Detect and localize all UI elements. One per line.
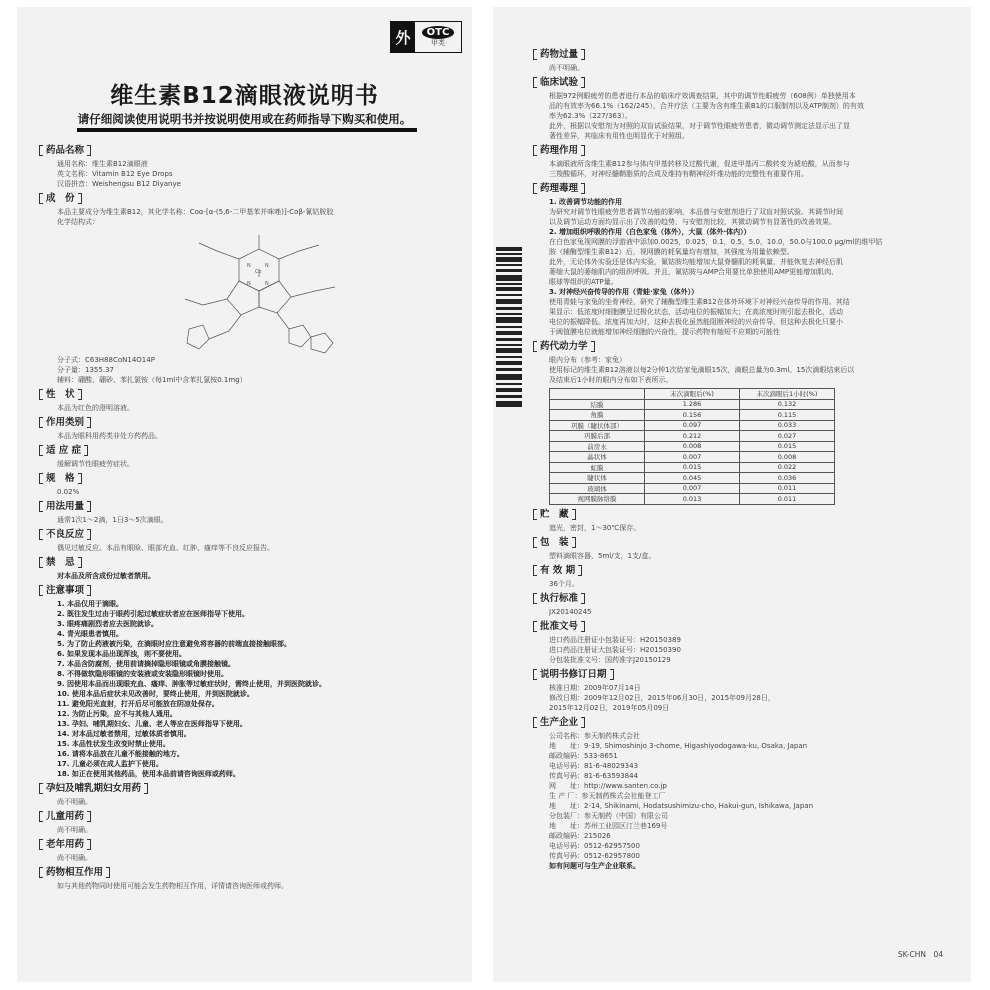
bracket-right-icon	[572, 537, 576, 548]
table-row	[550, 494, 835, 505]
table-cell: 0.156	[645, 410, 740, 421]
table-cell: 0.008	[645, 441, 740, 452]
table-cell: 0.015	[645, 462, 740, 473]
bracket-left-icon	[533, 537, 537, 548]
bracket-right-icon	[581, 621, 585, 632]
section-line: 9. 因使用本品而出现眼充血、瘙痒、肿胀等过敏症状时，需终止使用，并到医院就诊。	[57, 680, 326, 688]
table-cell: 0.045	[645, 473, 740, 484]
section-line: 电话号码：81-6-48029343	[549, 761, 639, 770]
section-adverse	[39, 528, 454, 553]
bracket-left-icon	[39, 473, 43, 484]
table-row	[550, 410, 835, 421]
table-header-cell: 末次滴眼后(%)	[645, 389, 740, 400]
bracket-right-icon	[87, 839, 91, 850]
table-cell: 0.013	[645, 494, 740, 505]
section-line: 修改日期：2009年12月02日，2015年06月30日，2015年09月28日，	[549, 693, 775, 702]
table-cell: 前房水	[550, 441, 645, 452]
section-heading-text: 作用类别	[46, 417, 85, 428]
table-cell: 0.007	[645, 452, 740, 463]
bracket-left-icon	[533, 145, 537, 156]
external-use-mark: 外	[391, 22, 415, 52]
section-line: 进口药品注册证大包装证号：H20150390	[549, 645, 681, 654]
table-cell: 0.011	[740, 494, 835, 505]
section-line: 在白色家兔视网膜的浮游液中添加0.0025，0.025，0.1，0.5，5.0，10.0，50.0与100.0 μg/ml的维甲钴	[549, 238, 883, 246]
table-cell: 视网膜脉络膜	[550, 494, 645, 505]
bracket-left-icon	[533, 593, 537, 604]
section-heading-manufacturer	[533, 716, 957, 729]
section-heading-indication	[39, 444, 454, 457]
section-heading-approval	[533, 620, 957, 633]
section-line: 尚不明确。	[57, 854, 92, 862]
section-approval	[533, 620, 957, 665]
section-heading-package	[533, 536, 957, 549]
section-heading-ingredients	[39, 192, 454, 205]
svg-text:N: N	[247, 263, 251, 269]
table-row	[550, 462, 835, 473]
section-line: 如有问题可与生产企业联系。	[549, 861, 640, 870]
bracket-right-icon	[87, 145, 91, 156]
section-line: 16. 请将本品放在儿童不能接触的地方。	[57, 750, 184, 758]
section-line: 著性差异，其临床有用性也明显优于对照组。	[549, 132, 689, 140]
section-line: 电位的振幅降低。浓度再加大时，这种去极化虽然能阻断神经的兴奋传导，但这种去极化只要小	[549, 318, 843, 326]
bracket-right-icon	[87, 811, 91, 822]
section-heading-toxicology	[533, 182, 957, 195]
section-heading-adverse	[39, 528, 454, 541]
table-header-cell: 末次滴眼后1小时(%)	[740, 389, 835, 400]
section-line: 6. 如果发现本品出现浑浊，则不要使用。	[57, 650, 186, 658]
section-line: 2. 既往发生过由于眼药引起过敏症状者应在医师指导下使用。	[57, 610, 249, 618]
bracket-right-icon	[78, 557, 82, 568]
formula-line: 分子式：C63H88CoN14O14P	[57, 356, 155, 364]
section-spec	[39, 472, 454, 497]
distribution-table	[549, 388, 835, 505]
section-line: 本滴眼液所含维生素B12参与体内甲基转移及过酸代谢，促进甲基丙二酸转变为琥珀酸，从而参与	[549, 160, 850, 168]
section-heading-text: 性 状	[46, 389, 75, 400]
bracket-right-icon	[78, 473, 82, 484]
section-pk	[533, 340, 957, 505]
bracket-right-icon	[84, 445, 88, 456]
bracket-right-icon	[87, 417, 91, 428]
section-line: 14. 对本品过敏者禁用，过敏体质者慎用。	[57, 730, 191, 738]
section-line: 4. 青光眼患者慎用。	[57, 630, 123, 638]
section-package	[533, 536, 957, 561]
table-header-row	[550, 389, 835, 400]
bracket-right-icon	[144, 783, 148, 794]
formula-line: 分子量：1355.37	[57, 366, 114, 374]
section-heading-character	[39, 388, 454, 401]
section-heading-text: 老年用药	[46, 839, 85, 850]
bracket-right-icon	[106, 867, 110, 878]
bracket-left-icon	[533, 669, 537, 680]
section-heading-drug_name	[39, 144, 454, 157]
section-line: 三羧酸循环，对神经髓鞘脂质的合成及维持有鞘神经纤维功能的完整性有重要作用。	[549, 170, 808, 178]
bracket-left-icon	[39, 445, 43, 456]
section-line: 地 址：9-19, Shimoshinjo 3-chome, Higashiyodogawa-ku, Osaka, Japan	[549, 741, 808, 750]
section-ingredients	[39, 192, 454, 385]
section-heading-clinical	[533, 76, 957, 89]
section-line: 此外，根据以安慰剂为对照的双盲试验结果，对于调节性眼疲劳患者，微动调节测定法显示出了显	[549, 122, 850, 130]
bracket-left-icon	[39, 585, 43, 596]
bracket-right-icon	[87, 585, 91, 596]
section-line: 此外，无论体外实验还是体内实验，氰钴胺均能增加大鼠脊髓肌的耗氧量，并能恢复去神经后肌	[549, 258, 843, 266]
section-line: 11. 避免阳光直射，打开后尽可能放在阴凉处保存。	[57, 700, 219, 708]
section-line: 分包装厂：参天制药（中国）有限公司	[549, 811, 668, 820]
section-heading-revision	[533, 668, 957, 681]
barcode-icon	[496, 247, 522, 407]
section-line: 地 址：苏州工业园区汀兰巷169号	[549, 821, 668, 830]
bracket-right-icon	[581, 145, 585, 156]
table-cell: 虹膜	[550, 462, 645, 473]
bracket-right-icon	[581, 593, 585, 604]
bracket-left-icon	[533, 509, 537, 520]
section-storage	[533, 508, 957, 533]
section-line: JX20140245	[549, 607, 592, 616]
section-line: 塑料滴眼容器，5ml/支，1支/盒。	[549, 551, 656, 560]
bracket-left-icon	[39, 783, 43, 794]
table-header-cell	[550, 389, 645, 400]
left-leaflet-page	[17, 7, 472, 982]
section-line: 17. 儿童必须在成人监护下使用。	[57, 760, 163, 768]
right-content	[533, 48, 957, 871]
bracket-left-icon	[533, 621, 537, 632]
section-heading-text: 药理毒理	[540, 183, 579, 194]
formula-line: 辅料：硼酸、硼砂、苯扎氯铵（每1ml中含苯扎氯铵0.1mg）	[57, 376, 247, 384]
section-line: 英文名称：Vitamin B12 Eye Drops	[57, 170, 173, 178]
section-heading-overdose	[533, 48, 957, 61]
section-pregnancy	[39, 782, 454, 807]
table-cell: 0.212	[645, 431, 740, 442]
section-line: 0.02%	[57, 488, 80, 496]
section-line: 核准日期：2009年07月14日	[549, 683, 641, 692]
table-row	[550, 420, 835, 431]
bracket-right-icon	[78, 193, 82, 204]
section-children	[39, 810, 454, 835]
section-heading-text: 禁 忌	[46, 557, 75, 568]
section-heading-spec	[39, 472, 454, 485]
bracket-left-icon	[39, 557, 43, 568]
bracket-right-icon	[610, 669, 614, 680]
section-line: 网 址：http://www.santen.co.jp	[549, 781, 667, 790]
section-line: 通常1次1～2滴，1日3～5次滴眼。	[57, 516, 168, 524]
section-heading-text: 临床试验	[540, 77, 579, 88]
section-line: 1. 改善调节功能的作用	[549, 198, 622, 206]
bracket-left-icon	[39, 529, 43, 540]
section-line: 3. 眼疼痛剧烈者应去医院就诊。	[57, 620, 158, 628]
section-line: 萎缩大鼠的萎缩肌内的组织呼吸。并且，氰钴胺与AMP合用要比单独使用AMP更能增加肌肉、	[549, 268, 839, 276]
section-clinical	[533, 76, 957, 141]
table-cell: 巩膜（睫状体部）	[550, 420, 645, 431]
section-heading-children	[39, 810, 454, 823]
table-cell: 0.036	[740, 473, 835, 484]
table-cell: 0.097	[645, 420, 740, 431]
section-heading-text: 孕妇及哺乳期妇女用药	[46, 783, 142, 794]
section-line: 于阈值膜电位就能增加神经细胞的兴奋性，提示药物有缩短不应期的可能性	[549, 328, 780, 336]
section-line: 邮政编码：533-8651	[549, 751, 618, 760]
section-heading-text: 执行标准	[540, 592, 579, 604]
section-line: 电话号码：0512-62957500	[549, 841, 640, 850]
table-cell: 角膜	[550, 410, 645, 421]
section-line: 36个月。	[549, 579, 579, 588]
section-line: 偶见过敏反应。本品有眼睑、眼部充血、红肿、瘙痒等不良反应报告。	[57, 544, 274, 552]
bracket-right-icon	[578, 565, 582, 576]
section-heading-text: 成 份	[46, 193, 75, 204]
section-line: 尚不明确。	[549, 64, 584, 72]
section-heading-text: 药理作用	[540, 145, 579, 156]
section-heading-interactions	[39, 866, 454, 879]
section-heading-text: 用法用量	[46, 501, 85, 512]
bracket-left-icon	[39, 839, 43, 850]
section-line: 7. 本品含防腐剂，使用前请摘掉隐形眼镜或角膜接触镜。	[57, 660, 235, 668]
section-line: 眼内分布（参考：家兔）	[549, 356, 626, 364]
table-row	[550, 399, 835, 410]
bracket-right-icon	[78, 389, 82, 400]
section-heading-text: 适 应 症	[46, 445, 82, 456]
title-divider	[77, 128, 417, 132]
section-line: 2. 增加组织呼吸的作用（白色家兔（体外），大鼠（体外·体内））	[549, 228, 751, 236]
section-line: 2015年12月02日，2019年05月09日	[549, 703, 670, 712]
table-row	[550, 483, 835, 494]
table-cell: 0.115	[740, 410, 835, 421]
section-line: 果显示：低浓度时细胞膜呈过极化状态，活动电位的振幅加大；在高浓度时则引起去极化，活动	[549, 308, 843, 316]
table-cell: 巩膜后部	[550, 431, 645, 442]
section-contra	[39, 556, 454, 581]
section-indication	[39, 444, 454, 469]
section-line: 10. 使用本品后症状未见改善时，要终止使用，并到医院就诊。	[57, 690, 254, 698]
section-line: 本品为眼科用药类非处方药药品。	[57, 432, 162, 440]
table-cell: 0.008	[740, 452, 835, 463]
section-heading-storage	[533, 508, 957, 521]
section-line: 18. 如正在使用其他药品，使用本品前请咨询医师或药师。	[57, 770, 240, 778]
bracket-left-icon	[39, 417, 43, 428]
table-cell: 0.033	[740, 420, 835, 431]
table-cell: 0.022	[740, 462, 835, 473]
bracket-right-icon	[581, 717, 585, 728]
section-heading-text: 贮 藏	[540, 508, 569, 520]
section-heading-category	[39, 416, 454, 429]
section-validity	[533, 564, 957, 589]
section-line: 使用标记的维生素B12溶液以每2分钟1次给家兔滴眼15次，滴眼总量为0.3ml。15次滴眼结束后以	[549, 366, 855, 374]
section-line: 地 址：2-14, Shikinami, Hodatsushimizu-cho, Hakui-gun, Ishikawa, Japan	[549, 801, 814, 810]
table-row	[550, 431, 835, 442]
bracket-left-icon	[533, 717, 537, 728]
section-line: 遮光，密封，1～30℃保存。	[549, 523, 641, 532]
table-cell: 0.015	[740, 441, 835, 452]
otc-badge	[390, 21, 462, 53]
table-cell: 0.007	[645, 483, 740, 494]
table-cell: 晶状体	[550, 452, 645, 463]
section-line: 通用名称：维生素B12滴眼液	[57, 160, 148, 168]
bracket-right-icon	[581, 77, 585, 88]
section-heading-pharmacology	[533, 144, 957, 157]
section-line: 缓解调节性眼疲劳症状。	[57, 460, 134, 468]
section-heading-text: 药物过量	[540, 49, 579, 60]
section-line: 传真号码：0512-62957800	[549, 851, 640, 860]
section-standard	[533, 592, 957, 617]
document-subtitle: 请仔细阅读使用说明书并按说明使用或在药师指导下购买和使用。	[77, 112, 412, 126]
section-line: 1. 本品仅用于滴眼。	[57, 600, 123, 608]
section-line: 为研究对调节性眼疲劳患者调节功能的影响，本品曾与安慰剂进行了双盲对照试验。其调节时间	[549, 208, 843, 216]
bracket-left-icon	[39, 501, 43, 512]
section-line: 公司名称：参天制药株式会社	[549, 731, 640, 740]
table-row	[550, 441, 835, 452]
bracket-left-icon	[533, 183, 537, 194]
section-line: 12. 为防止污染，应不与其他人通用。	[57, 710, 177, 718]
section-line: 化学结构式：	[57, 218, 99, 226]
section-line: 汉语拼音：Weishengsu B12 Diyanye	[57, 180, 181, 188]
table-cell: 0.011	[740, 483, 835, 494]
section-line: 15. 本品性状发生改变时禁止使用。	[57, 740, 170, 748]
table-cell: 1.286	[645, 399, 740, 410]
bracket-right-icon	[87, 529, 91, 540]
section-line: 本品主要成分为维生素B12，其化学名称：Coα-[α-(5,6-二甲基苯并咪唑)]-Coβ-氰钴胺胶	[57, 208, 334, 216]
section-drug_name	[39, 144, 454, 189]
svg-text:Co: Co	[255, 269, 262, 275]
section-line: 及结束后1小时的眼内分布如下表所示。	[549, 376, 673, 384]
section-line: 本品为红色的澄明溶液。	[57, 404, 134, 412]
bracket-left-icon	[533, 77, 537, 88]
table-cell: 睫状体	[550, 473, 645, 484]
section-heading-text: 不良反应	[46, 529, 85, 540]
section-line: 如与其他药物同时使用可能会发生药物相互作用，详情请咨询医师或药师。	[57, 882, 288, 890]
section-revision	[533, 668, 957, 713]
section-line: 胺（辅酶型维生素B12）后，视网膜的耗氧量均有增加，其强度为用量依赖型。	[549, 248, 794, 256]
section-toxicology	[533, 182, 957, 337]
section-line: 进口药品注册证小包装证号：H20150389	[549, 635, 681, 644]
section-line: 3. 对神经兴奋传导的作用（青蛙·家兔（体外））	[549, 288, 699, 296]
bracket-right-icon	[572, 509, 576, 520]
section-overdose	[533, 48, 957, 73]
bracket-left-icon	[533, 49, 537, 60]
table-row	[550, 452, 835, 463]
document-title: 维生素B12滴眼液说明书	[110, 83, 379, 109]
section-line: 对本品及所含成份过敏者禁用。	[57, 572, 155, 580]
svg-text:N: N	[265, 263, 269, 269]
otc-class: 甲类	[431, 39, 445, 47]
section-heading-dosage	[39, 500, 454, 513]
section-heading-text: 有 效 期	[540, 564, 576, 576]
bracket-left-icon	[39, 867, 43, 878]
section-heading-text: 包 装	[540, 536, 569, 548]
section-elderly	[39, 838, 454, 863]
bracket-right-icon	[87, 501, 91, 512]
section-interactions	[39, 866, 454, 891]
section-line: 邮政编码：215026	[549, 831, 611, 840]
section-heading-text: 注意事项	[46, 585, 85, 596]
otc-mark: OTC	[422, 26, 455, 39]
section-heading-elderly	[39, 838, 454, 851]
section-character	[39, 388, 454, 413]
right-leaflet-page	[493, 7, 971, 982]
section-heading-text: 药品名称	[46, 145, 85, 156]
section-line: 5. 为了防止药液被污染，在滴眼时应注意避免将容器的前端直接接触眼部。	[57, 640, 291, 648]
section-heading-text: 规 格	[46, 473, 75, 484]
section-line: 以及调节运动方面均显示出了改善的趋势，与安慰剂比较，其微动调节有显著性的改善效果。	[549, 218, 836, 226]
section-line: 分包装批准文号：国药准字J20150129	[549, 655, 671, 664]
section-line: 13. 孕妇、哺乳期妇女、儿童、老人等应在医师指导下使用。	[57, 720, 247, 728]
section-line: 尚不明确。	[57, 826, 92, 834]
section-pharmacology	[533, 144, 957, 179]
section-heading-pregnancy	[39, 782, 454, 795]
section-heading-contra	[39, 556, 454, 569]
bracket-left-icon	[533, 565, 537, 576]
table-row	[550, 473, 835, 484]
section-dosage	[39, 500, 454, 525]
table-cell: 0.132	[740, 399, 835, 410]
bracket-right-icon	[591, 341, 595, 352]
chemical-structure-image	[169, 229, 349, 355]
section-heading-text: 儿童用药	[46, 811, 85, 822]
bracket-left-icon	[39, 145, 43, 156]
document-code: SK-CHN 04	[897, 950, 943, 959]
section-heading-validity	[533, 564, 957, 577]
section-heading-text: 药物相互作用	[46, 867, 104, 878]
section-line: 使用青蛙与家兔的坐骨神经，研究了辅酶型维生素B12在体外环境下对神经兴奋传导的作用。其结	[549, 298, 850, 306]
section-line: 8. 不得做软隐形眼镜的安装液或安装隐形眼镜时使用。	[57, 670, 228, 678]
left-content	[39, 141, 454, 891]
section-heading-text: 药代动力学	[540, 341, 588, 352]
section-heading-standard	[533, 592, 957, 605]
bracket-right-icon	[581, 183, 585, 194]
section-manufacturer	[533, 716, 957, 871]
svg-text:N: N	[265, 281, 269, 287]
bracket-left-icon	[39, 811, 43, 822]
section-line: 根据972例眼疲劳的患者进行本品的临床疗效调查结果，其中的调节性眼疲劳（608例）单独使用本	[549, 92, 856, 100]
section-line: 生 产 厂：参天制药株式会社能登工厂	[549, 791, 666, 800]
bracket-right-icon	[581, 49, 585, 60]
section-heading-text: 批准文号	[540, 620, 579, 632]
section-line: 眼球等组织的ATP量。	[549, 278, 618, 286]
table-cell: 结膜	[550, 399, 645, 410]
section-line: 品的有效率为66.1%（162/245），合并疗法（主要为含有维生素B1的口服制剂以及ATP制剂）的有效	[549, 102, 864, 110]
table-cell: 0.027	[740, 431, 835, 442]
section-line: 尚不明确。	[57, 798, 92, 806]
table-cell: 玻璃体	[550, 483, 645, 494]
section-heading-pk	[533, 340, 957, 353]
svg-text:N: N	[247, 281, 251, 287]
bracket-left-icon	[39, 389, 43, 400]
section-heading-precautions	[39, 584, 454, 597]
section-category	[39, 416, 454, 441]
bracket-left-icon	[533, 341, 537, 352]
section-heading-text: 生产企业	[540, 716, 579, 728]
bracket-left-icon	[39, 193, 43, 204]
section-precautions	[39, 584, 454, 779]
section-heading-text: 说明书修订日期	[540, 668, 607, 680]
section-line: 率为62.3%（227/363）。	[549, 112, 632, 120]
section-line: 传真号码：81-6-63593844	[549, 771, 639, 780]
